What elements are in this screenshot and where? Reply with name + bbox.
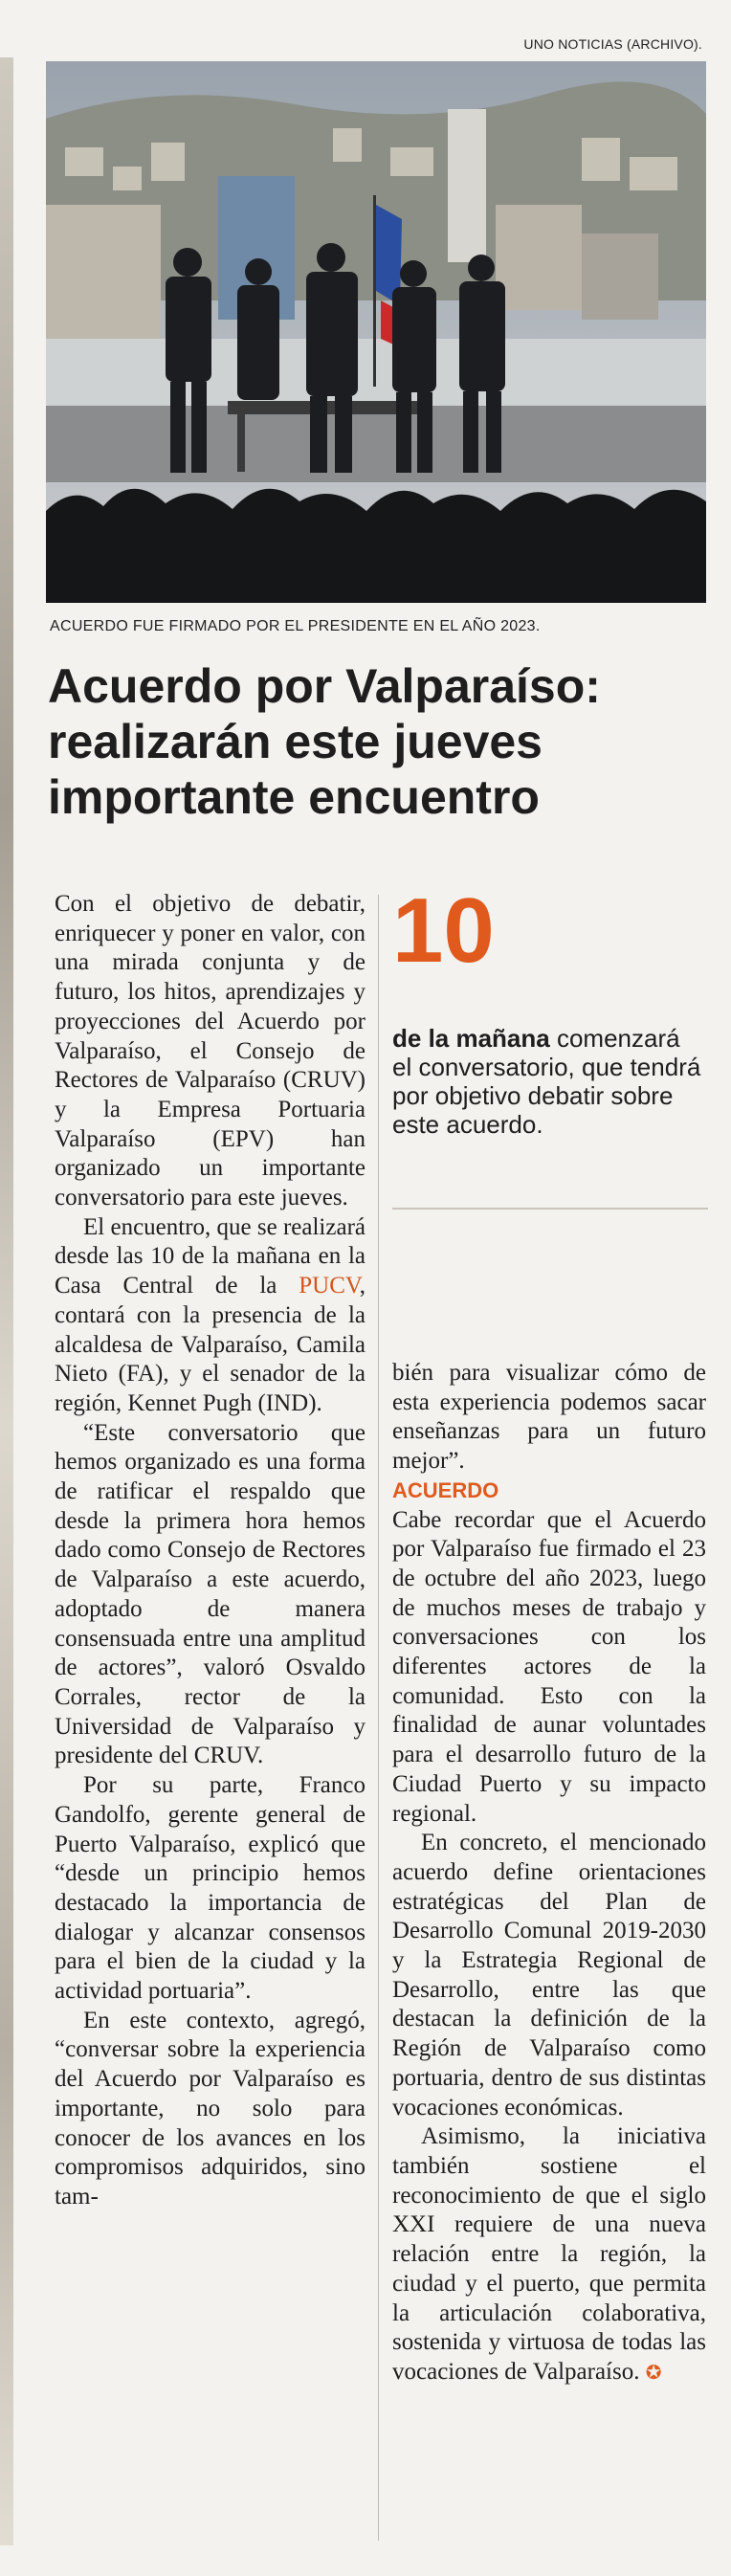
pull-quote-number: 10	[392, 879, 495, 982]
paragraph-quote-corrales: “Este conversatorio que hemos organizado es una forma de ratificar el respaldo que desde la primera hora hemos dado como Consejo de Rectores de Valparaíso a este acuerdo, adoptado de manera consensuada entre una amplitud de actores”, valoró Osvaldo Corrales, rector de la Universidad de Valparaíso y presidente del CRUV.	[55, 1419, 366, 1769]
paragraph-also	[392, 2122, 706, 2387]
news-photo	[46, 61, 706, 603]
paragraph-intro: Con el objetivo de debatir, enriquecer y poner en valor, con una mirada conjunta y de futuro, los hitos, aprendizajes y proyecciones del Acuerdo por Valparaíso, el Consejo de Rectores de Valparaíso (CRUV) y la Empresa Portuaria Valparaíso (EPV) han organizado un importante conversatorio para este jueves.	[55, 891, 366, 1211]
paragraph-context: En este contexto, agregó, “conversar sobre la experiencia del Acuerdo por Valparaíso es importante, no solo para conocer de los avances en los compromisos adquiridos, sino tam-	[55, 2007, 366, 2210]
paragraph-quote-gandolfo: Por su parte, Franco Gandolfo, gerente general de Puerto Valparaíso, explicó que “desde un principio hemos destacado la importancia de dialogar y alcanzar consensos para el bien de la ciudad y la actividad portuaria”.	[55, 1772, 366, 2005]
paragraph-event-text-b: , contará con la presencia de la alcaldesa de Valparaíso, Camila Nieto (FA), y el senador de la región, Kennet Pugh (IND).	[55, 1273, 366, 1416]
headline-line-3: importante encuentro	[48, 770, 540, 824]
paragraph-continuation: bién para visualizar cómo de esta experiencia podemos sacar enseñanzas para un futuro mejor”.	[392, 1360, 706, 1475]
paragraph-event	[55, 1213, 366, 1419]
adjacent-page-edge	[0, 57, 13, 2545]
headline	[48, 658, 708, 825]
photo-credit: UNO NOTICIAS (ARCHIVO).	[523, 36, 702, 52]
paragraph-concrete: En concreto, el mencionado acuerdo define orientaciones estratégicas del Plan de Desarrollo Comunal 2019-2030 y la Estrategia Regional de Desarrollo, entre las que destacan la definición de la Región de Valparaíso como portuaria, dentro de sus distintas vocaciones económicas.	[392, 1830, 706, 2121]
pull-quote-rule	[392, 1208, 708, 1210]
column-divider	[378, 895, 379, 2541]
headline-line-1: Acuerdo por Valparaíso:	[48, 659, 601, 713]
headline-line-2: realizarán este jueves	[48, 715, 543, 768]
article-right-column	[392, 1359, 706, 2387]
pull-quote-text	[392, 1024, 703, 1139]
paragraph-event-text-a: El encuentro, que se realizará desde las 10 de la mañana en la Casa Central de la	[55, 1213, 366, 1299]
photo-caption: ACUERDO FUE FIRMADO POR EL PRESIDENTE EN EL AÑO 2023.	[50, 618, 541, 634]
paragraph-also-text: Asimismo, la iniciativa también sostiene el reconocimiento de que el siglo XXI requiere de una nueva relación entre la región, la ciudad y el puerto, que permita la articulación colaborativa, sostenida y virtuosa de todas las vocaciones de Valparaíso.	[392, 2123, 706, 2385]
end-mark-icon: ✪	[645, 2360, 662, 2384]
section-subhead: ACUERDO	[392, 1477, 499, 1502]
pull-quote-rest: comenzará el conversatorio, que tendrá por objetivo debatir sobre este acuerdo.	[392, 1024, 701, 1139]
pull-quote-bold: de la mañana	[392, 1024, 550, 1053]
paragraph-recall: Cabe recordar que el Acuerdo por Valparaíso fue firmado el 23 de octubre del año 2023, luego de muchos meses de trabajo y conversaciones con los diferentes actores de la comunidad. Esto con la finalidad de aunar voluntades para el desarrollo futuro de la Ciudad Puerto y su impacto regional.	[392, 1506, 706, 1827]
ceremony-photo-illustration	[46, 61, 706, 603]
article-left-column	[55, 890, 366, 2212]
pucv-highlight: PUCV	[299, 1273, 360, 1299]
